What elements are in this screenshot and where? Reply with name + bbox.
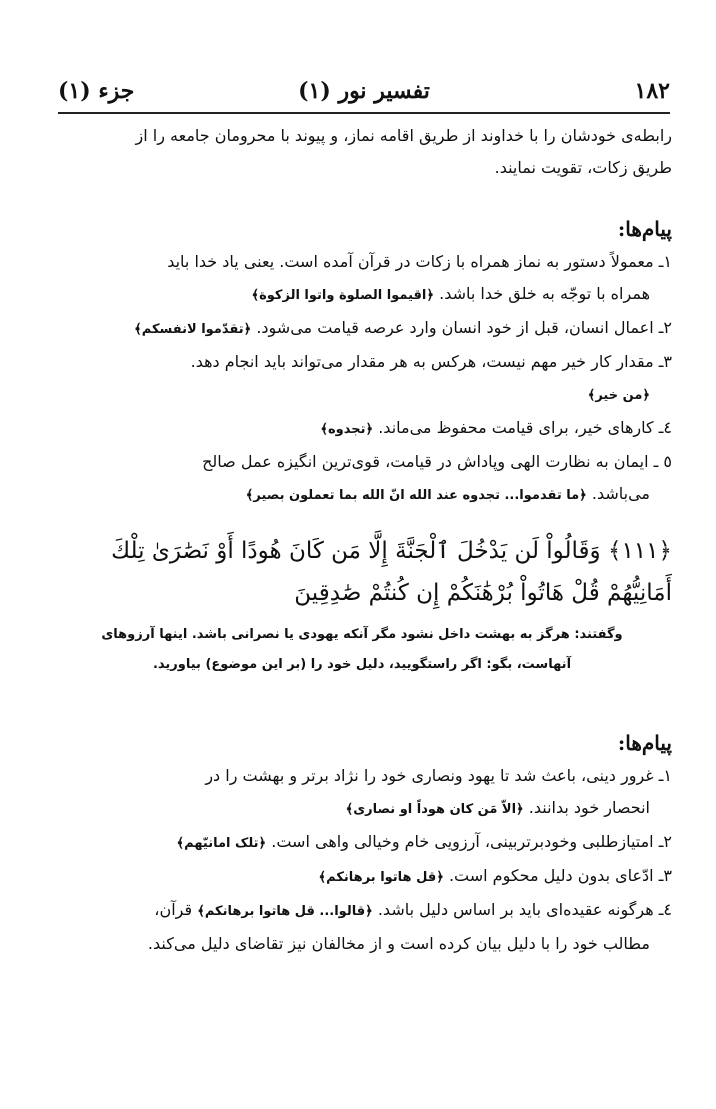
s1-item-2	[52, 312, 672, 346]
s2-item-3-quote: ﴿قل هاتوا برهانکم﴾	[318, 870, 444, 885]
part-label: جزء (۱)	[58, 78, 135, 104]
header-rule	[58, 112, 670, 114]
s1-item-4-quote: ﴿تجدوه﴾	[320, 422, 374, 437]
s2-item-4-tail: قرآن،	[154, 900, 193, 919]
s1-item-3	[52, 346, 672, 412]
s1-item-5-line-2: می‌باشد.	[591, 484, 650, 503]
intro-line-2: طریق زکات، تقویت نمایند.	[494, 158, 672, 177]
s1-item-1	[52, 246, 672, 312]
page-number: ۱۸۲	[634, 78, 670, 104]
s1-item-1-line-2: همراه با توجّه به خلق خدا باشد.	[439, 284, 650, 303]
s1-item-4-line-1: ٤ـ کارهای خیر، برای قیامت محفوظ می‌ماند.	[378, 418, 672, 437]
s1-item-2-line-1: ۲ـ اعمال انسان، قبل از خود انسان وارد عرصه قیامت می‌شود.	[256, 318, 672, 337]
intro-paragraph	[52, 120, 672, 184]
quran-verse	[52, 530, 672, 614]
s1-item-2-quote: ﴿تقدّموا لانفسکم﴾	[134, 322, 252, 337]
spacer	[52, 680, 672, 698]
translation-line-1: وگفتند: هرگز به بهشت داخل نشود مگر آنکه یهودی یا نصرانی باشد. اینها آرزوهای	[101, 627, 623, 642]
s2-item-4-line-1: ٤ـ هرگونه عقیده‌ای باید بر اساس دلیل باشد.	[377, 900, 672, 919]
verse-translation	[52, 620, 672, 680]
verse-line-2: أَمَانِيُّهُمْ قُلْ هَاتُواْ بُرْهَٰنَكُمْ إِن كُنتُمْ صَٰدِقِينَ	[294, 580, 672, 606]
s2-item-4-quote: ﴿قالوا... قل هاتوا برهانکم﴾	[197, 904, 373, 919]
s1-item-5	[52, 446, 672, 512]
s1-item-5-line-1: ٥ ـ ایمان به نظارت الهی وپاداش در قیامت، قوی‌ترین انگیزه عمل صالح	[202, 452, 672, 471]
s2-item-2	[52, 826, 672, 860]
page-header	[58, 78, 670, 112]
s1-item-1-line-1: ۱ـ معمولاً دستور به نماز همراه با زکات در قرآن آمده است. یعنی یاد خدا باید	[167, 252, 672, 271]
s2-item-3-line-1: ۳ـ ادّعای بدون دلیل محکوم است.	[448, 866, 672, 885]
s1-item-3-quote: ﴿من خیر﴾	[587, 388, 650, 403]
section-1-heading: پیام‌ها:	[617, 217, 672, 241]
s2-item-1-line-1: ۱ـ غرور دینی، باعث شد تا یهود ونصاری خود را نژاد برتر و بهشت را در	[205, 766, 672, 785]
s2-item-2-line-1: ۲ـ امتیازطلبی وخودبرتربینی، آرزویی خام وخیالی واهی است.	[271, 832, 672, 851]
book-title: تفسیر نور (۱)	[298, 78, 430, 104]
s2-item-2-quote: ﴿تلک امانیّهم﴾	[176, 836, 267, 851]
s2-item-3	[52, 860, 672, 894]
intro-line-1: رابطه‌ی خودشان را با خداوند از طریق اقامه نماز، و پیوند با محرومان جامعه را از	[135, 126, 672, 145]
s2-item-1	[52, 760, 672, 826]
s2-item-1-line-2: انحصار خود بدانند.	[528, 798, 650, 817]
page-body	[52, 120, 672, 960]
s1-item-5-quote: ﴿ما تقدموا... تجدوه عند الله انّ الله بما تعملون بصیر﴾	[245, 488, 587, 503]
s2-item-4-line-2: مطالب خود را با دلیل بیان کرده است و از مخالفان نیز تقاضای دلیل می‌کند.	[147, 934, 650, 953]
s2-item-4	[52, 894, 672, 960]
s2-item-1-quote: ﴿الاّ مَن کان هوداً او نصاری﴾	[345, 802, 524, 817]
s1-item-3-line-1: ۳ـ مقدار کار خیر مهم نیست، هرکس به هر مقدار می‌تواند باید انجام دهد.	[190, 352, 672, 371]
verse-line-1: ﴿۱۱۱﴾ وَقَالُواْ لَن يَدْخُلَ ٱلْجَنَّةَ إِلَّا مَن كَانَ هُودًا أَوْ نَصَٰرَىٰ تِلْكَ	[111, 538, 672, 564]
section-2-heading: پیام‌ها:	[617, 731, 672, 755]
s1-item-4	[52, 412, 672, 446]
translation-line-2: آنهاست، بگو: اگر راستگویید، دلیل خود را (بر این موضوع) بیاورید.	[152, 657, 572, 672]
s1-item-1-quote: ﴿اقیموا الصلوة واتوا الزکوة﴾	[251, 288, 435, 303]
